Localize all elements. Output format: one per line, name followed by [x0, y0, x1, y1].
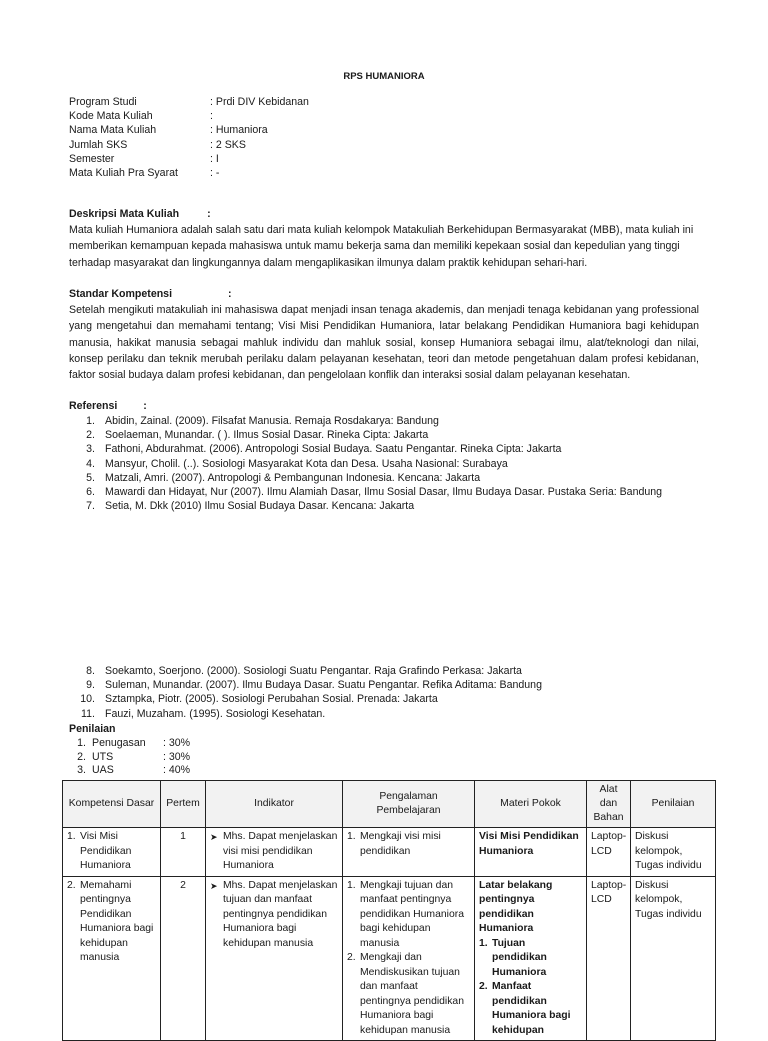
- penilaian-value: : 40%: [163, 764, 191, 777]
- info-value: :: [210, 110, 213, 123]
- info-label: Program Studi: [69, 96, 137, 108]
- pengalaman-item: [347, 830, 470, 859]
- indikator-item: [210, 879, 338, 952]
- penilaian-heading: Penilaian: [69, 723, 116, 735]
- penilaian-cell: Diskusi kelompok, Tugas individu: [631, 876, 716, 1041]
- pengalaman-cell: [343, 876, 475, 1041]
- reference-text: Suleman, Munandar. (2007). Ilmu Budaya Dasar. Suatu Pengantar. Refika Aditama: Bandung: [105, 679, 542, 692]
- info-row: [69, 166, 309, 180]
- reference-number: 1.: [86, 415, 95, 427]
- info-row: [69, 152, 309, 166]
- referensi-continued: [69, 664, 699, 721]
- reference-number: 11.: [81, 707, 95, 720]
- penilaian-cell: Diskusi kelompok, Tugas individu: [631, 828, 716, 877]
- info-row: [69, 95, 309, 109]
- kompetensi-number: 2.: [67, 879, 76, 891]
- pengalaman-number: 1.: [347, 879, 356, 891]
- referensi-section: [69, 398, 699, 513]
- pengalaman-item: [347, 879, 470, 952]
- reference-number: 6.: [86, 485, 95, 498]
- reference-number: 5.: [86, 471, 95, 484]
- materi-title: Visi Misi Pendidikan Humaniora: [479, 831, 579, 857]
- reference-number: 9.: [86, 679, 95, 692]
- penilaian-value: : 30%: [163, 737, 191, 749]
- info-row: [69, 138, 309, 152]
- reference-list: [75, 414, 699, 513]
- reference-number: 3.: [86, 443, 95, 456]
- pengalaman-text: Mengkaji tujuan dan manfaat pentingnya pendidikan Humaniora bagi kehidupan manusia: [360, 879, 464, 949]
- indikator-item: [210, 830, 338, 874]
- info-label: Nama Mata Kuliah: [69, 124, 157, 137]
- referensi-heading-label: Referensi: [69, 400, 118, 412]
- reference-text: Setia, M. Dkk (2010) Ilmu Sosial Budaya Dasar. Kencana: Jakarta: [105, 500, 415, 513]
- kompetensi-text: Memahami pentingnya Pendidikan Humaniora bagi kehidupan manusia: [80, 879, 154, 963]
- info-label: Mata Kuliah Pra Syarat: [69, 166, 178, 179]
- standar-section: [69, 286, 699, 383]
- referensi-heading-colon: :: [143, 400, 147, 412]
- kompetensi-dasar-item: [67, 879, 156, 966]
- info-row: [69, 109, 309, 123]
- deskripsi-heading-colon: :: [207, 208, 211, 220]
- reference-text: Soelaeman, Munandar. ( ). Ilmus Sosial Dasar. Rineka Cipta: Jakarta: [105, 429, 429, 442]
- pertemuan-cell: 1: [161, 828, 206, 877]
- reference-text: Sztampka, Piotr. (2005). Sosiologi Perubahan Sosial. Prenada: Jakarta: [105, 693, 438, 706]
- penilaian-list: [69, 737, 699, 778]
- reference-item: [75, 707, 699, 721]
- indikator-text: Mhs. Dapat menjelaskan tujuan dan manfaat pentingnya pendidikan Humaniora bagi kehidupan manusia: [223, 879, 338, 949]
- column-header: Indikator: [206, 781, 343, 828]
- course-info: [69, 95, 309, 180]
- reference-item: [75, 442, 699, 456]
- deskripsi-heading-label: Deskripsi Mata Kuliah: [69, 208, 180, 220]
- pengalaman-number: 1.: [347, 831, 356, 842]
- penilaian-item: [69, 764, 699, 778]
- reference-text: Mawardi dan Hidayat, Nur (2007). Ilmu Alamiah Dasar, Ilmu Sosial Dasar, Ilmu Budaya Dasar. Pustaka Seria: Bandung: [105, 485, 663, 498]
- reference-item: [75, 499, 699, 513]
- column-header: Penilaian: [631, 781, 716, 828]
- indikator-cell: [206, 876, 343, 1041]
- reference-item: [75, 457, 699, 471]
- deskripsi-text: Mata kuliah Humaniora adalah salah satu dari mata kuliah kelompok Matakuliah Berkehidupan Bermasyarakat (MBB), mata kuliah ini memberikan kemampuan kepada mahasiswa untuk mamu bekerja sama dan memiliki kepekaan sosial dan kepedulian yang tinggi terhadap masyarakat dan lingkungannya dalam mengaplikasikan ilmunya dalam praktik kehidupan sehari-hari.: [69, 224, 694, 269]
- table-row: [63, 828, 716, 877]
- reference-text: Matzali, Amri. (2007). Antropologi & Pembangunan Indonesia. Kencana: Jakarta: [105, 471, 481, 484]
- penilaian-label: Penugasan: [92, 737, 146, 749]
- kompetensi-number: 1.: [67, 831, 76, 842]
- materi-pokok-cell: [475, 828, 587, 877]
- reference-text: Fauzi, Muzaham. (1995). Sosiologi Kesehatan.: [105, 707, 326, 720]
- column-header: Kompetensi Dasar: [63, 781, 161, 828]
- deskripsi-section: [69, 206, 699, 271]
- table-body: [63, 828, 716, 1041]
- column-header: Alat dan Bahan: [587, 781, 631, 828]
- materi-number: 2.: [479, 981, 488, 992]
- kompetensi-dasar-item: [67, 830, 156, 874]
- pengalaman-text: Mengkaji dan Mendiskusikan tujuan dan manfaat pentingnya pendidikan Humaniora bagi kehidupan manusia: [360, 952, 464, 1036]
- pengalaman-number: 2.: [347, 952, 356, 963]
- info-value: : 2 SKS: [210, 138, 246, 151]
- arrow-bullet-icon: ➤: [210, 880, 218, 891]
- kompetensi-dasar-cell: [63, 828, 161, 877]
- reference-item: [75, 485, 699, 499]
- penilaian-number: 2.: [77, 750, 86, 763]
- info-value: : I: [210, 152, 219, 165]
- materi-text: Manfaat pendidikan Humaniora bagi kehidupan: [492, 981, 571, 1036]
- reference-item: [75, 414, 699, 428]
- indikator-text: Mhs. Dapat menjelaskan visi misi pendidikan Humaniora: [223, 831, 338, 871]
- penilaian-value: : 30%: [163, 750, 191, 763]
- document-title: RPS HUMANIORA: [343, 71, 425, 82]
- kompetensi-dasar-cell: [63, 876, 161, 1041]
- kompetensi-text: Visi Misi Pendidikan Humaniora: [80, 831, 132, 871]
- pertemuan-cell: 2: [161, 876, 206, 1041]
- reference-item: [75, 664, 699, 678]
- info-value: : Humaniora: [210, 124, 268, 137]
- standar-text: Setelah mengikuti matakuliah ini mahasiswa dapat menjadi insan tenaga akademis, dan menjadi tenaga kebidanan yang professional yang mengetahui dan memahami tentang; Visi Misi Pendidikan Humaniora, latar belakang Pendidikan Humaniora bagi kehidupan manusia, hakikat manusia sebagai mahluk individu dan mahluk sosial, konsep Humaniora sebagai ilmu, alat/teknologi dan nilai, konsep perilaku dan teknik merubah perilaku dalam pelayanan kesehatan, teori dan metode pengetahuan dalam profesi kebidanan, faktor sosial budaya dalam profesi kebidanan, dan pengelolaan konflik dan interaksi sosial dalam pelayanan kesehatan.: [69, 304, 699, 382]
- info-label: Jumlah SKS: [69, 138, 128, 151]
- info-value: : -: [210, 166, 220, 179]
- info-label: Kode Mata Kuliah: [69, 110, 153, 123]
- penilaian-number: 3.: [77, 764, 86, 777]
- info-row: [69, 123, 309, 137]
- materi-item: [479, 937, 582, 981]
- reference-item: [75, 678, 699, 692]
- reference-item: [75, 471, 699, 485]
- penilaian-number: 1.: [77, 737, 86, 749]
- penilaian-item: [69, 737, 699, 751]
- reference-number: 7.: [86, 500, 95, 513]
- rps-table: [62, 780, 716, 1041]
- reference-text: Mansyur, Cholil. (..). Sosiologi Masyarakat Kota dan Desa. Usaha Nasional: Surabaya: [105, 457, 508, 470]
- materi-number: 1.: [479, 937, 488, 949]
- table-header-row: [63, 781, 716, 828]
- pengalaman-text: Mengkaji visi misi pendidikan: [360, 831, 441, 857]
- penilaian-label: UTS: [92, 750, 114, 763]
- penilaian-label: UAS: [92, 764, 114, 777]
- reference-number: 8.: [86, 665, 95, 677]
- materi-text: Tujuan pendidikan Humaniora: [492, 937, 547, 978]
- reference-text: Abidin, Zainal. (2009). Filsafat Manusia. Remaja Rosdakarya: Bandung: [105, 415, 439, 427]
- pengalaman-item: [347, 951, 470, 1038]
- penilaian-item: [69, 751, 699, 765]
- column-header: Pengalaman Pembelajaran: [343, 781, 475, 828]
- reference-list-continued: [75, 664, 699, 721]
- arrow-bullet-icon: ➤: [210, 832, 218, 842]
- materi-item: [479, 980, 582, 1038]
- reference-item: [75, 428, 699, 442]
- materi-pokok-cell: [475, 876, 587, 1041]
- deskripsi-heading: [69, 206, 699, 222]
- standar-heading-label: Standar Kompetensi: [69, 288, 173, 300]
- reference-number: 4.: [86, 457, 95, 470]
- column-header: Materi Pokok: [475, 781, 587, 828]
- reference-text: Soekamto, Soerjono. (2000). Sosiologi Suatu Pengantar. Raja Grafindo Perkasa: Jakarta: [105, 665, 522, 677]
- pengalaman-cell: [343, 828, 475, 877]
- alat-bahan-cell: Laptop-LCD: [587, 828, 631, 877]
- reference-item: [75, 692, 699, 706]
- standar-heading-colon: :: [228, 288, 232, 300]
- alat-bahan-cell: Laptop-LCD: [587, 876, 631, 1041]
- info-label: Semester: [69, 152, 115, 165]
- reference-number: 2.: [86, 429, 95, 442]
- table-row: [63, 876, 716, 1041]
- reference-number: 10.: [80, 693, 95, 706]
- reference-text: Fathoni, Abdurahmat. (2006). Antropologi Sosial Budaya. Saatu Pengantar. Rineka Cipta: Jakarta: [105, 443, 562, 456]
- standar-heading: [69, 286, 699, 302]
- info-value: : Prdi DIV Kebidanan: [210, 96, 309, 108]
- referensi-heading: [69, 398, 699, 414]
- materi-title: Latar belakang pentingnya pendidikan Humaniora: [479, 879, 553, 934]
- indikator-cell: [206, 828, 343, 877]
- penilaian-section: [69, 721, 699, 778]
- column-header: Pertem: [161, 781, 206, 828]
